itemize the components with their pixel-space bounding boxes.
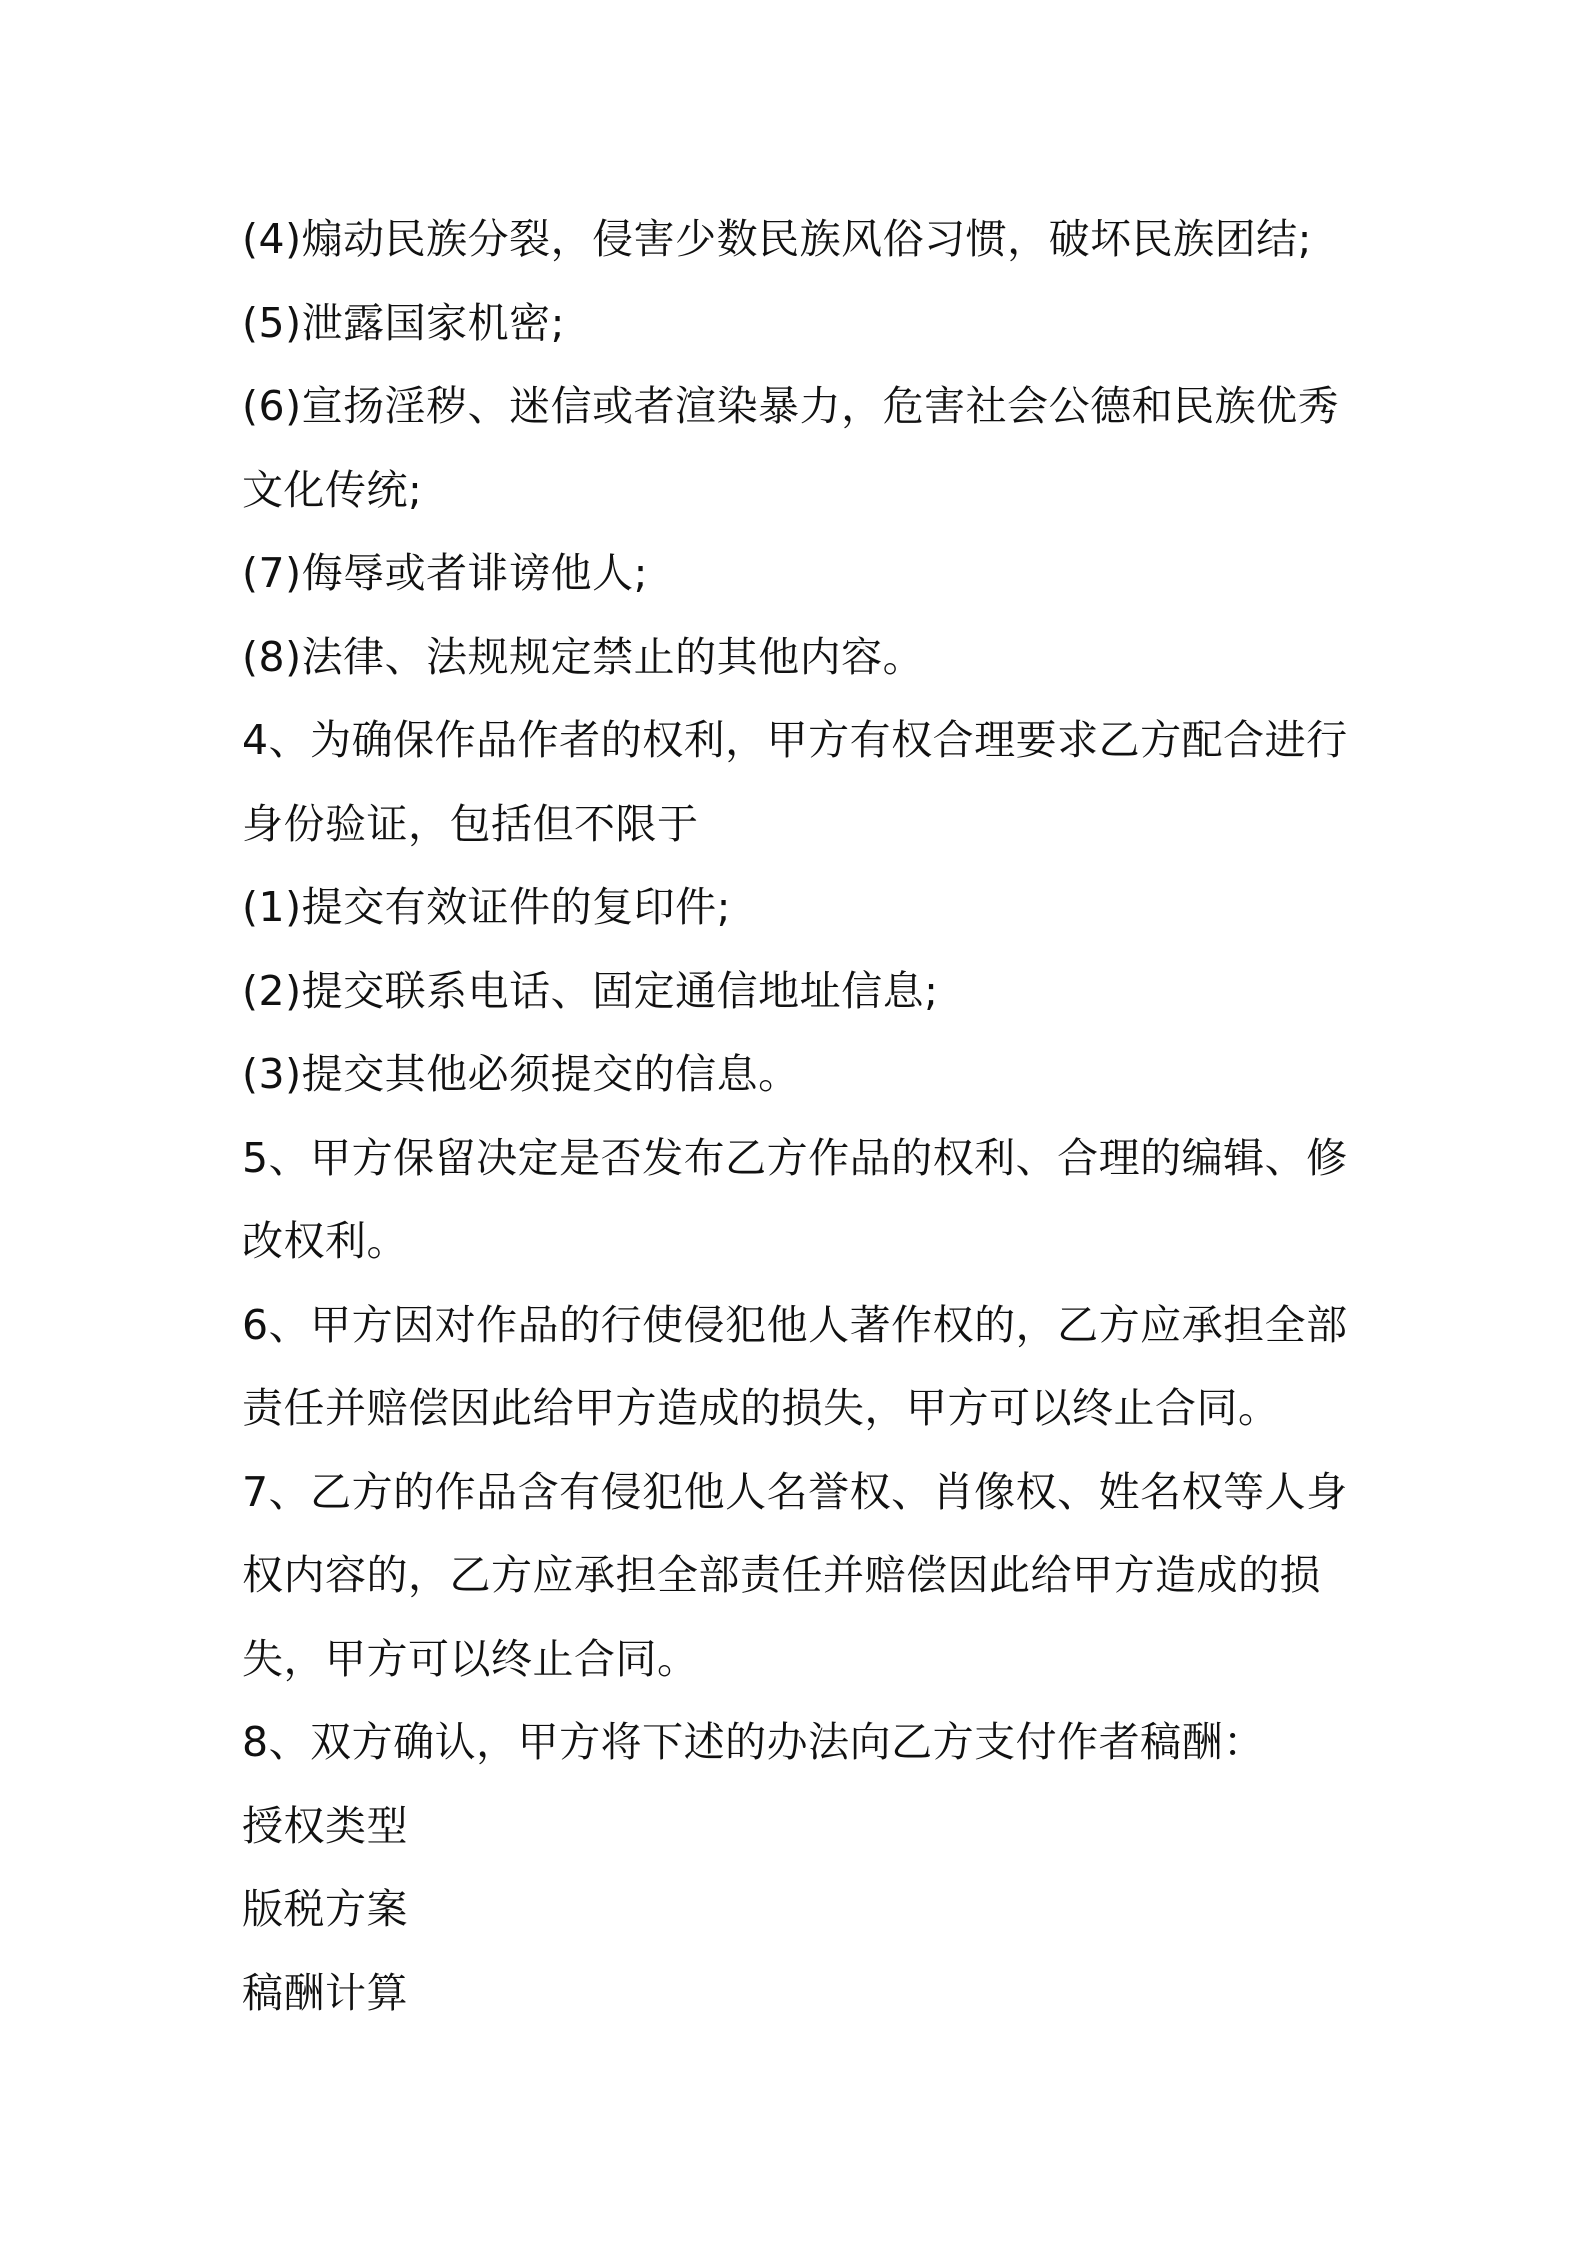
- license-type-label: 授权类型: [242, 1801, 408, 1850]
- verification-item-3: (3)提交其他必须提交的信息。: [242, 1050, 800, 1098]
- document-body: [242, 198, 1362, 2035]
- clause-4-identity-verification: 4、为确保作品作者的权利，甲方有权合理要求乙方配合进行身份验证，包括但不限于: [242, 716, 1348, 848]
- clause-item-7: (7)侮辱或者诽谤他人;: [242, 549, 648, 597]
- clause-item-4: (4)煽动民族分裂，侵害少数民族风俗习惯，破坏民族团结;: [242, 215, 1312, 263]
- clause-8-payment: 8、双方确认，甲方将下述的办法向乙方支付作者稿酬：: [242, 1718, 1265, 1766]
- clause-item-8: (8)法律、法规规定禁止的其他内容。: [242, 632, 925, 681]
- royalty-plan-label: 版税方案: [242, 1885, 408, 1933]
- verification-item-1: (1)提交有效证件的复印件;: [242, 883, 731, 931]
- clause-item-5: (5)泄露国家机密;: [242, 298, 565, 347]
- remuneration-calculation-label: 稿酬计算: [242, 1968, 408, 2017]
- clause-7-personal-rights: 7、乙方的作品含有侵犯他人名誉权、肖像权、姓名权等人身权内容的，乙方应承担全部责任并赔偿因此给甲方造成的损失，甲方可以终止合同。: [242, 1467, 1348, 1683]
- clause-5-publishing-rights: 5、甲方保留决定是否发布乙方作品的权利、合理的编辑、修改权利。: [242, 1133, 1348, 1265]
- verification-item-2: (2)提交联系电话、固定通信地址信息;: [242, 966, 939, 1015]
- clause-6-copyright-infringement: 6、甲方因对作品的行使侵犯他人著作权的，乙方应承担全部责任并赔偿因此给甲方造成的损失，甲方可以终止合同。: [242, 1300, 1348, 1432]
- clause-item-6: (6)宣扬淫秽、迷信或者渲染暴力，危害社会公德和民族优秀文化传统;: [242, 382, 1340, 514]
